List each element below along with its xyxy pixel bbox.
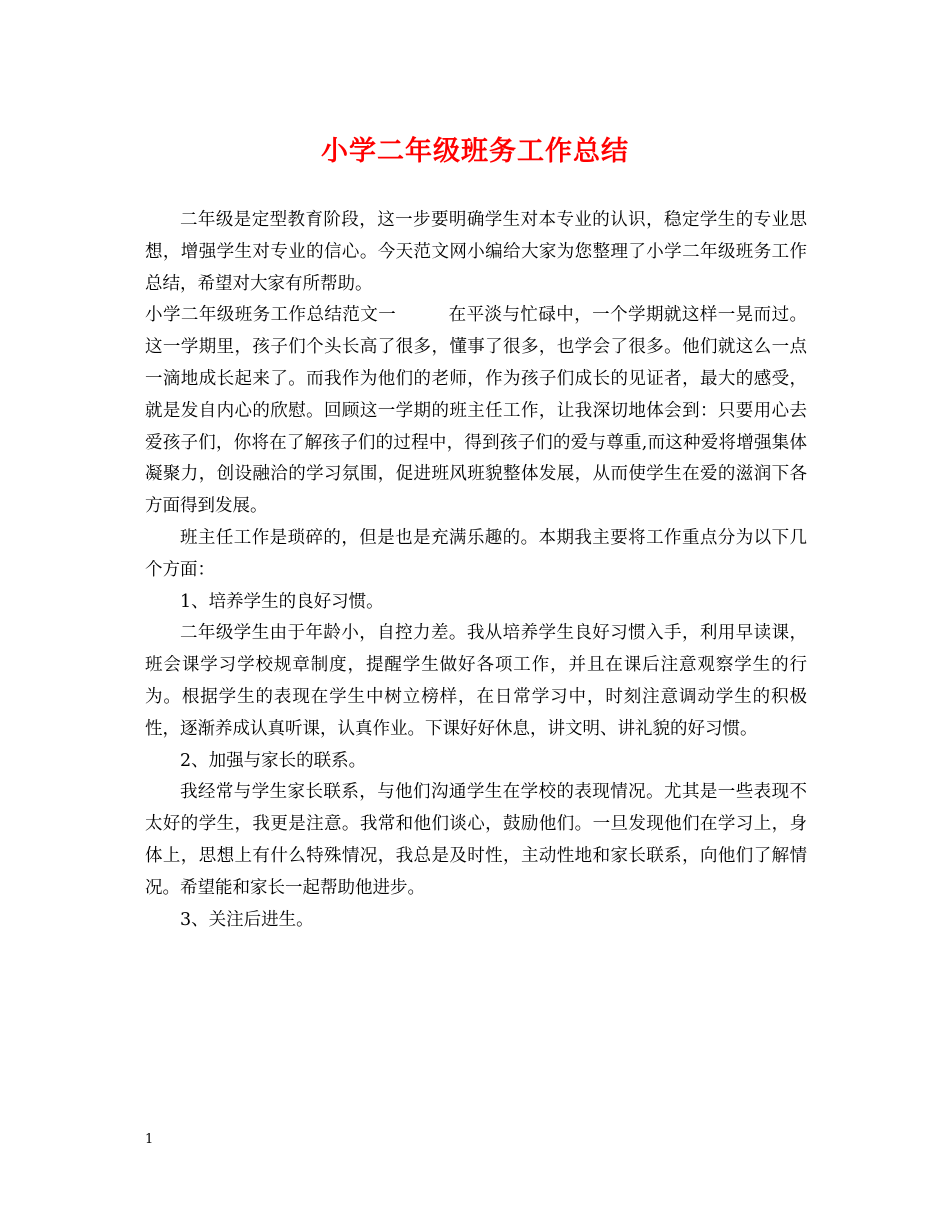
- item2-heading: 2、加强与家长的联系。: [180, 750, 367, 771]
- document-title: 小学二年级班务工作总结: [321, 136, 629, 167]
- item2-paragraph: 我经常与学生家长联系，与他们沟通学生在学校的表现情况。尤其是一些表现不太好的学生，我更是注意。我常和他们谈心，鼓励他们。一旦发现他们在学习上，身体上，思想上有什么特殊情况，我总是及时性，主动性地和家长联系，向他们了解情况。希望能和家长一起帮助他进步。: [145, 782, 807, 898]
- section-first-text: 在平淡与忙碌中，一个学期就这样一晃而过。这一学期里，孩子们个头长高了很多，懂事了很多，也学会了很多。他们就这么一点一滴地成长起来了。而我作为他们的老师，作为孩子们成长的见证者，最大的感受，就是发自内心的欣慰。回顾这一学期的班主任工作，让我深切地体会到：只要用心去爱孩子们，你将在了解孩子们的过程中，得到孩子们的爱与尊重,而这种爱将增强集体凝聚力，创设融洽的学习氛围，促进班风班貌整体发展，从而使学生在爱的滋润下各方面得到发展。: [145, 305, 808, 517]
- focus-paragraph: 班主任工作是琐碎的，但是也是充满乐趣的。本期我主要将工作重点分为以下几个方面：: [145, 527, 807, 580]
- section-heading: 小学二年级班务工作总结范文一: [145, 305, 397, 326]
- item3-heading: 3、关注后进生。: [180, 909, 314, 930]
- document-body: [145, 205, 807, 936]
- section-paragraph: [145, 300, 807, 523]
- intro-paragraph: 二年级是定型教育阶段，这一步要明确学生对本专业的认识，稳定学生的专业思想，增强学生对专业的信心。今天范文网小编给大家为您整理了小学二年级班务工作总结，希望对大家有所帮助。: [145, 210, 807, 294]
- item1-heading: 1、培养学生的良好习惯。: [180, 591, 384, 612]
- page-number: 1: [145, 1132, 154, 1147]
- item1-paragraph: 二年级学生由于年龄小，自控力差。我从培养学生良好习惯入手，利用早读课，班会课学习学校规章制度，提醒学生做好各项工作，并且在课后注意观察学生的行为。根据学生的表现在学生中树立榜样，在日常学习中，时刻注意调动学生的积极性，逐渐养成认真听课，认真作业。下课好好休息，讲文明、讲礼貌的好习惯。: [145, 623, 807, 739]
